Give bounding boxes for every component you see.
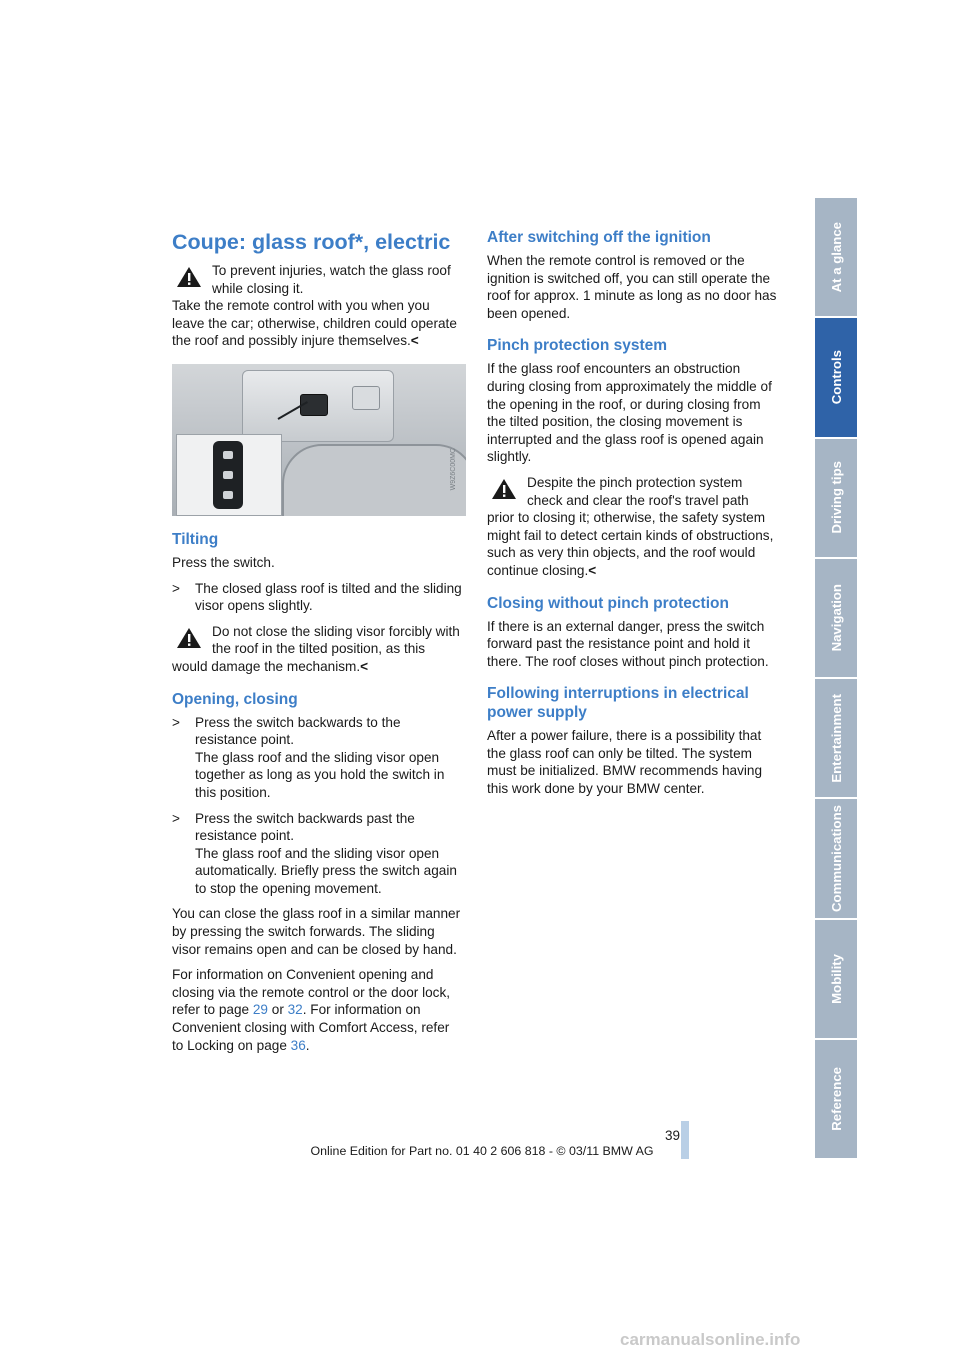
intro-text: Take the remote control with you when you leave the car; otherwise, children could operate the roof and possibly injure themselves.< [172, 298, 457, 349]
section-tabs [815, 198, 857, 1160]
heading-tilting: Tilting [172, 530, 219, 548]
closing-without-text: If there is an external danger, press the switch forward past the resistance point and hold it there. The roof closes without pinch protection. [487, 618, 769, 669]
right-column [487, 228, 779, 806]
opening-para1: You can close the glass roof in a similar manner by pressing the switch forwards. The sliding visor remains open and can be closed by hand. [172, 906, 461, 957]
tilting-warning: Do not close the sliding visor forcibly with the roof in the tilted position, as this would damage the mechanism.< [172, 623, 460, 674]
tab-driving-tips[interactable]: Driving tips [815, 439, 857, 559]
rearview-mirror [282, 444, 466, 516]
list-item: > Press the switch backwards past the resistance point. The glass roof and the sliding visor open automatically. Briefly press the switch again to stop the opening movement. [172, 810, 457, 896]
page-link-29[interactable]: 29 [252, 1002, 268, 1018]
tab-communications[interactable]: Communications [815, 799, 857, 919]
heading-pinch: Pinch protection system [487, 337, 668, 355]
heading-following: Following interruptions in electrical power supply [487, 685, 749, 722]
heading-closing-without: Closing without pinch protection [487, 594, 729, 612]
switch-detail [213, 441, 243, 509]
opening-para2: For information on Convenient opening and closing via the remote control or the door lock, refer to page 29 or 32. For information on Convenient closing with Comfort Access, refer to Locking on page 36. [172, 967, 451, 1053]
heading-after-ignition: After switching off the ignition [487, 229, 711, 246]
tab-reference[interactable]: Reference [815, 1040, 857, 1160]
pinch-text: If the glass roof encounters an obstruction during closing from approximately the middle of the opening in the roof, or during closing from the tilted position, the closing movement is interrupted and the glass roof is opened again slightly. [487, 361, 772, 465]
watermark: carmanualsonline.info [620, 1330, 801, 1349]
tab-entertainment[interactable]: Entertainment [815, 679, 857, 799]
after-text: When the remote control is removed or the ignition is switched off, you can still operate the roof for approx. 1 minute as long as no door has been opened. [487, 253, 777, 321]
list-item: > Press the switch backwards to the resistance point. The glass roof and the sliding visor open together as long as you hold the switch in this position. [172, 714, 445, 800]
list-item: > The closed glass roof is tilted and the sliding visor opens slightly. [172, 580, 462, 614]
tab-mobility[interactable]: Mobility [815, 920, 857, 1040]
roof-switch-figure [172, 364, 466, 516]
page-link-32[interactable]: 32 [287, 1002, 303, 1018]
tab-navigation[interactable]: Navigation [815, 559, 857, 679]
warning-icon [172, 264, 206, 290]
page-title: Coupe: glass roof*, electric [172, 230, 451, 254]
left-column [172, 228, 464, 1062]
switch-detail-inset [176, 434, 282, 516]
reading-lamp [352, 386, 380, 410]
pinch-warning: Despite the pinch protection system check and clear the roof's travel path prior to closing it; otherwise, the safety system might fail to detect certain kinds of obstructions, such as very thin objects, and the roof would continue closing.< [487, 474, 774, 578]
tilting-text: Press the switch. [172, 554, 275, 570]
following-text: After a power failure, there is a possibility that the glass roof can only be tilted. The system must be initialized. BMW recommends having this work done by your BMW center. [487, 728, 763, 797]
intro-warning: To prevent injuries, watch the glass roof while closing it. [172, 262, 464, 297]
warning-icon [487, 476, 521, 502]
page-link-36[interactable]: 36 [290, 1037, 306, 1053]
heading-opening: Opening, closing [172, 690, 298, 708]
page-number: 39 [664, 1128, 680, 1143]
figure-code: W9Z6C00MC [450, 447, 458, 491]
tab-at-a-glance[interactable]: At a glance [815, 198, 857, 318]
tab-controls[interactable]: Controls [815, 318, 857, 438]
warning-icon [172, 625, 206, 651]
footer: Online Edition for Part no. 01 40 2 606 818 - © 03/11 BMW AG [310, 1144, 654, 1158]
